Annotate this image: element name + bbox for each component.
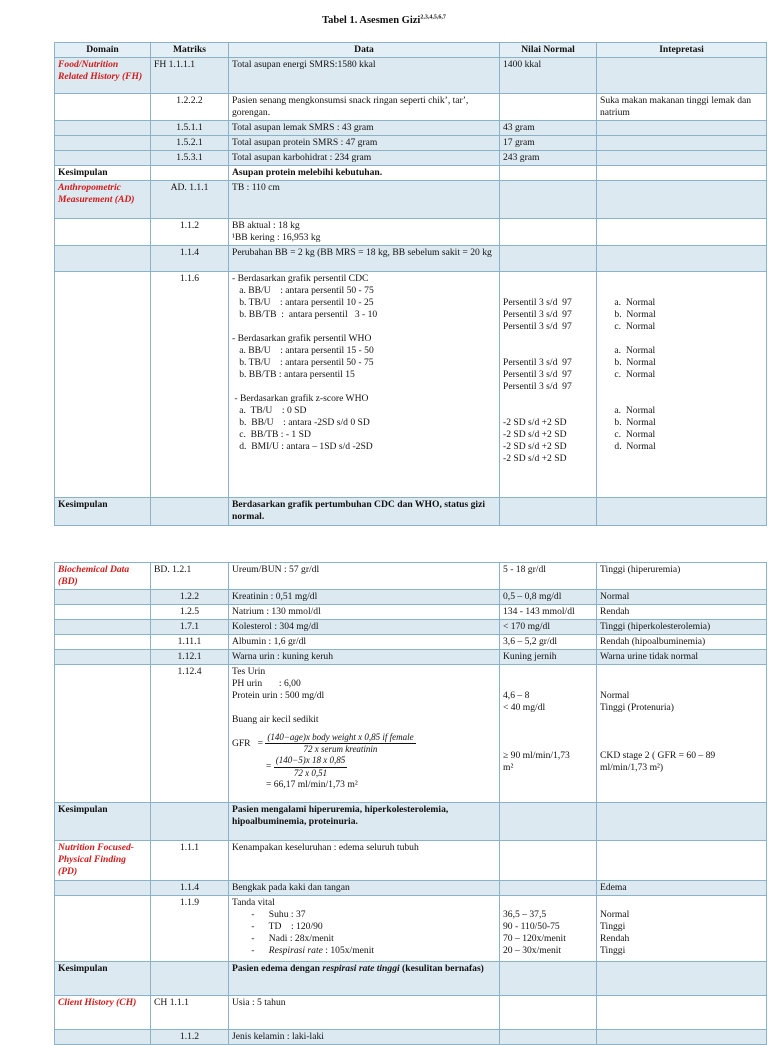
matriks-cell: 1.5.1.1 [151, 120, 229, 135]
table-row [55, 180, 767, 218]
table-row [55, 497, 767, 525]
data-line: b. BB/TB : antara persentil 3 - 10 [232, 308, 378, 320]
data-cell: Pasien senang mengkonsumsi snack ringan seperti chikʼ, tarʼ, gorengan. [229, 94, 500, 121]
bullet-dash: - [232, 908, 269, 920]
domain-cell: Kesimpulan [55, 497, 151, 525]
normal-value-cell: 1400 kkal [500, 58, 597, 94]
gfr-result: = 66,17 ml/min/1,73 m² [266, 778, 358, 790]
matriks-cell: 1.2.2.2 [151, 94, 229, 121]
data-cell [229, 895, 500, 961]
normal-value-cell: 0,5 – 0,8 mg/dl [500, 589, 597, 604]
interpretation-cell: Normal [597, 589, 767, 604]
interpretation-cell [597, 218, 767, 245]
bullet-dash: - [232, 932, 269, 944]
interpretation-line: Tinggi [600, 944, 626, 956]
urin-test-line: PH urin : 6,00 [232, 677, 301, 689]
vital-sign-item [232, 933, 496, 945]
domain-cell [55, 880, 151, 895]
gfr-fraction-values [274, 755, 348, 779]
domain-cell [55, 664, 151, 802]
data-line: BB aktual : 18 kg [232, 219, 300, 231]
normal-line [503, 897, 593, 909]
domain-cell: Kesimpulan [55, 165, 151, 180]
interpretation-line [600, 285, 763, 297]
matriks-cell: AD. 1.1.1 [151, 180, 229, 218]
assessment-table-part2 [54, 562, 767, 1045]
vital-signs-heading: Tanda vital [232, 896, 275, 908]
table-row [55, 165, 767, 180]
normal-line: 4,6 – 8 [503, 689, 530, 701]
interpretation-cell: Edema [597, 880, 767, 895]
normal-line: < 40 mg/dl [503, 701, 546, 713]
table-row [55, 619, 767, 634]
column-header-matriks: Matriks [151, 43, 229, 58]
matriks-cell: 1.1.4 [151, 245, 229, 271]
table-row [55, 218, 767, 245]
data-line: - Berdasarkan grafik persentil WHO [232, 332, 372, 344]
urin-test-line [232, 702, 496, 714]
data-line: c. BB/TB : - 1 SD [232, 428, 311, 440]
interpretation-line: b. Normal [600, 308, 656, 320]
table-title-text: Tabel 1. Asesmen Gizi [322, 15, 421, 26]
normal-line: -2 SD s/d +2 SD [503, 416, 567, 428]
data-line: d. BMI/U : antara – 1SD s/d -2SD [232, 440, 373, 452]
gfr-numerator-values: (140−5)x 18 x 0,85 [274, 755, 348, 767]
normal-value-cell [500, 245, 597, 271]
column-header-intepretasi: Intepretasi [597, 43, 767, 58]
conclusion-text-emph: respirasi rate tinggi [322, 962, 400, 974]
interpretation-cell: Suka makan makanan tinggi lemak dan natrium [597, 94, 767, 121]
normal-value-cell [500, 1029, 597, 1044]
normal-value-cell [500, 880, 597, 895]
normal-value-cell [500, 995, 597, 1029]
matriks-cell: 1.1.4 [151, 880, 229, 895]
table-row [55, 94, 767, 121]
vital-sign-item [232, 909, 496, 921]
matriks-cell: 1.1.9 [151, 895, 229, 961]
data-line: a. TB/U : 0 SD [232, 404, 307, 416]
normal-value-cell [500, 180, 597, 218]
interpretation-line [600, 666, 763, 678]
matriks-cell: FH 1.1.1.1 [151, 58, 229, 94]
data-cell [229, 271, 500, 497]
matriks-cell [151, 961, 229, 995]
normal-line [503, 273, 593, 285]
data-cell: Pasien mengalami hiperuremia, hiperkolesterolemia, hipoalbuminemia, proteinuria. [229, 802, 500, 840]
matriks-cell: 1.5.2.1 [151, 135, 229, 150]
matriks-cell: 1.5.3.1 [151, 150, 229, 165]
table-row [55, 664, 767, 802]
normal-line: ≥ 90 ml/min/1,73 [503, 749, 570, 761]
normal-line [503, 738, 593, 750]
normal-value-cell: < 170 mg/dl [500, 619, 597, 634]
interpretation-line: a. Normal [600, 344, 656, 356]
normal-value-cell: 5 - 18 gr/dl [500, 563, 597, 590]
domain-cell [55, 1029, 151, 1044]
table-row [55, 840, 767, 880]
interpretation-cell [597, 180, 767, 218]
data-line: b. BB/TB : antara persentil 15 [232, 368, 355, 380]
matriks-cell: 1.1.2 [151, 1029, 229, 1044]
table-row [55, 880, 767, 895]
interpretation-line [600, 738, 763, 750]
data-cell: Ureum/BUN : 57 gr/dl [229, 563, 500, 590]
data-line: b. TB/U : antara persentil 10 - 25 [232, 296, 374, 308]
table-title [0, 14, 768, 27]
table-row [55, 649, 767, 664]
normal-line: 70 – 120x/menit [503, 932, 566, 944]
urin-test-line: Protein urin : 500 mg/dl [232, 689, 325, 701]
interpretation-cell [597, 271, 767, 497]
table-row [55, 120, 767, 135]
assessment-table-part1 [54, 42, 767, 526]
data-cell: Jenis kelamin : laki-laki [229, 1029, 500, 1044]
domain-cell [55, 649, 151, 664]
data-cell: Kreatinin : 0,51 mg/dl [229, 589, 500, 604]
matriks-cell: CH 1.1.1 [151, 995, 229, 1029]
domain-cell: Kesimpulan [55, 802, 151, 840]
respiration-value: : 105x/menit [322, 944, 375, 956]
normal-value-cell [500, 271, 597, 497]
normal-value-cell [500, 840, 597, 880]
data-line: b. TB/U : antara persentil 50 - 75 [232, 356, 374, 368]
domain-cell: Client History (CH) [55, 995, 151, 1029]
interpretation-cell: Rendah [597, 604, 767, 619]
normal-line: Persentil 3 s/d 97 [503, 308, 572, 320]
domain-cell [55, 634, 151, 649]
vital-sign-item [232, 921, 496, 933]
table-title-sup: 2,3,4,5,6,7 [420, 14, 446, 21]
normal-line: Persentil 3 s/d 97 [503, 380, 572, 392]
interpretation-cell [597, 245, 767, 271]
data-line [232, 381, 496, 393]
interpretation-line: Normal [600, 689, 630, 701]
data-cell: Albumin : 1,6 gr/dl [229, 634, 500, 649]
data-cell: Warna urin : kuning keruh [229, 649, 500, 664]
interpretation-cell [597, 135, 767, 150]
normal-line: Persentil 3 s/d 97 [503, 368, 572, 380]
table-row [55, 271, 767, 497]
interpretation-line [600, 897, 763, 909]
urin-test-line: Buang air kecil sedikit [232, 713, 319, 725]
interpretation-line: c. Normal [600, 320, 656, 332]
interpretation-cell [597, 497, 767, 525]
gfr-denominator: 72 x serum kreatinin [303, 744, 378, 755]
bullet-dash: - [232, 944, 269, 956]
gfr-formula [232, 732, 496, 756]
matriks-cell: 1.1.6 [151, 271, 229, 497]
interpretation-line [600, 273, 763, 285]
interpretation-line [600, 678, 763, 690]
interpretation-line: Tinggi (Protenuria) [600, 701, 674, 713]
matriks-cell: 1.1.2 [151, 218, 229, 245]
data-cell: Berdasarkan grafik pertumbuhan CDC dan WHO, status gizi normal. [229, 497, 500, 525]
normal-value-cell [500, 802, 597, 840]
table-row [55, 961, 767, 995]
table-row [55, 589, 767, 604]
interpretation-line [600, 714, 763, 726]
domain-cell [55, 619, 151, 634]
data-line: - Berdasarkan grafik persentil CDC [232, 272, 369, 284]
matriks-cell: BD. 1.2.1 [151, 563, 229, 590]
matriks-cell [151, 497, 229, 525]
matriks-cell: 1.12.4 [151, 664, 229, 802]
domain-cell [55, 245, 151, 271]
normal-line: 90 - 110/50-75 [503, 920, 560, 932]
vital-sign-item [232, 945, 496, 957]
gfr-numerator: (140−age)x body weight x 0,85 if female [265, 732, 415, 744]
normal-line [503, 678, 593, 690]
interpretation-cell: Tinggi (hiperuremia) [597, 563, 767, 590]
interpretation-cell: Tinggi (hiperkolesterolemia) [597, 619, 767, 634]
respiration-label: Respirasi rate [268, 944, 323, 956]
interpretation-cell: Rendah (hipoalbuminemia) [597, 634, 767, 649]
domain-cell: Anthropometric Measurement (AD) [55, 180, 151, 218]
interpretation-line [600, 381, 763, 393]
data-cell [229, 664, 500, 802]
domain-cell [55, 604, 151, 619]
gfr-fraction-formula [265, 732, 415, 756]
normal-line [503, 393, 593, 405]
domain-cell [55, 135, 151, 150]
interpretation-cell [597, 150, 767, 165]
data-cell [229, 218, 500, 245]
matriks-cell [151, 802, 229, 840]
normal-value-cell [500, 664, 597, 802]
vital-sign-text: Nadi : 28x/menit [268, 932, 334, 944]
normal-line: 20 – 30x/menit [503, 944, 562, 956]
matriks-cell: 1.2.5 [151, 604, 229, 619]
normal-line: 36,5 – 37,5 [503, 908, 547, 920]
domain-cell: Nutrition Focused-Physical Finding (PD) [55, 840, 151, 880]
interpretation-cell [597, 995, 767, 1029]
domain-cell: Food/Nutrition Related History (FH) [55, 58, 151, 94]
data-cell: Usia : 5 tahun [229, 995, 500, 1029]
table-row [55, 604, 767, 619]
table-row [55, 150, 767, 165]
column-header-domain: Domain [55, 43, 151, 58]
normal-line [503, 345, 593, 357]
normal-value-cell: 3,6 – 5,2 gr/dl [500, 634, 597, 649]
normal-line: Persentil 3 s/d 97 [503, 320, 572, 332]
interpretation-line: Rendah [600, 932, 630, 944]
interpretation-line: a. Normal [600, 404, 656, 416]
interpretation-line [600, 726, 763, 738]
column-header-data: Data [229, 43, 500, 58]
gfr-equals: = [250, 738, 266, 749]
interpretation-line [600, 333, 763, 345]
data-cell: Total asupan protein SMRS : 47 gram [229, 135, 500, 150]
domain-cell [55, 895, 151, 961]
interpretation-cell [597, 961, 767, 995]
bullet-dash: - [232, 920, 269, 932]
matriks-cell [151, 165, 229, 180]
data-cell [229, 961, 500, 995]
data-cell: Perubahan BB = 2 kg (BB MRS = 18 kg, BB sebelum sakit = 20 kg [229, 245, 500, 271]
table-row [55, 895, 767, 961]
data-line: ¹BB kering : 16,953 kg [232, 231, 321, 243]
normal-value-cell [500, 961, 597, 995]
matriks-cell: 1.7.1 [151, 619, 229, 634]
normal-line [503, 726, 593, 738]
data-cell: Kenampakan keseluruhan : edema seluruh tubuh [229, 840, 500, 880]
data-line: - Berdasarkan grafik z-score WHO [232, 392, 369, 404]
table-row [55, 135, 767, 150]
interpretation-line: c. Normal [600, 368, 656, 380]
interpretation-line: d. Normal [600, 440, 656, 452]
normal-line [503, 714, 593, 726]
data-cell: Kolesterol : 304 mg/dl [229, 619, 500, 634]
normal-line [503, 666, 593, 678]
domain-cell: Kesimpulan [55, 961, 151, 995]
normal-value-cell [500, 94, 597, 121]
interpretation-line: a. Normal [600, 296, 656, 308]
table-row [55, 802, 767, 840]
interpretation-cell [597, 120, 767, 135]
normal-value-cell [500, 895, 597, 961]
gfr-substitution [232, 755, 496, 779]
normal-value-cell: Kuning jernih [500, 649, 597, 664]
matriks-cell: 1.11.1 [151, 634, 229, 649]
header-row [55, 43, 767, 58]
data-line: a. BB/U : antara persentil 50 - 75 [232, 284, 374, 296]
domain-cell [55, 94, 151, 121]
normal-value-cell: 243 gram [500, 150, 597, 165]
domain-cell [55, 120, 151, 135]
interpretation-line: Normal [600, 908, 630, 920]
interpretation-cell [597, 895, 767, 961]
normal-line: -2 SD s/d +2 SD [503, 452, 567, 464]
interpretation-cell [597, 58, 767, 94]
interpretation-cell [597, 802, 767, 840]
vital-sign-text: Suhu : 37 [268, 908, 306, 920]
gfr-denominator-values: 72 x 0,51 [293, 767, 328, 778]
data-cell: Natrium : 130 mmol/dl [229, 604, 500, 619]
interpretation-line: c. Normal [600, 428, 656, 440]
normal-value-cell: 43 gram [500, 120, 597, 135]
interpretation-cell: Warna urine tidak normal [597, 649, 767, 664]
conclusion-text-pre: Pasien edema dengan [232, 962, 323, 974]
interpretation-line: ml/min/1,73 m²) [600, 761, 664, 773]
table-row [55, 1029, 767, 1044]
interpretation-line [600, 393, 763, 405]
table-row [55, 58, 767, 94]
vital-sign-text: TD : 120/90 [268, 920, 323, 932]
normal-value-cell: 17 gram [500, 135, 597, 150]
urin-test-line: Tes Urin [232, 665, 266, 677]
interpretation-line: b. Normal [600, 416, 656, 428]
normal-line: m² [503, 761, 514, 773]
normal-value-cell [500, 497, 597, 525]
normal-line [503, 333, 593, 345]
normal-line: Persentil 3 s/d 97 [503, 356, 572, 368]
table-row [55, 634, 767, 649]
data-cell: Total asupan lemak SMRS : 43 gram [229, 120, 500, 135]
domain-cell: Biochemical Data (BD) [55, 563, 151, 590]
table-row [55, 995, 767, 1029]
interpretation-cell [597, 1029, 767, 1044]
data-cell: Total asupan energi SMRS:1580 kkal [229, 58, 500, 94]
data-line [232, 321, 496, 333]
domain-cell [55, 150, 151, 165]
table-row [55, 245, 767, 271]
conclusion-text-post: (kesulitan bernafas) [399, 962, 484, 974]
data-cell: Bengkak pada kaki dan tangan [229, 880, 500, 895]
interpretation-cell [597, 165, 767, 180]
data-cell: Asupan protein melebihi kebutuhan. [229, 165, 500, 180]
interpretation-line: Tinggi [600, 920, 626, 932]
normal-line [503, 405, 593, 417]
interpretation-line: CKD stage 2 ( GFR = 60 – 89 [600, 749, 716, 761]
data-cell: TB : 110 cm [229, 180, 500, 218]
interpretation-cell [597, 664, 767, 802]
gfr-equals-2: = [266, 762, 274, 773]
domain-cell [55, 271, 151, 497]
table-row [55, 563, 767, 590]
matriks-cell: 1.2.2 [151, 589, 229, 604]
domain-cell [55, 218, 151, 245]
data-line: a. BB/U : antara persentil 15 - 50 [232, 344, 374, 356]
normal-value-cell [500, 218, 597, 245]
normal-line: -2 SD s/d +2 SD [503, 428, 567, 440]
data-cell: Total asupan karbohidrat : 234 gram [229, 150, 500, 165]
data-line: b. BB/U : antara -2SD s/d 0 SD [232, 416, 370, 428]
matriks-cell: 1.12.1 [151, 649, 229, 664]
normal-value-cell [500, 165, 597, 180]
interpretation-line: b. Normal [600, 356, 656, 368]
interpretation-cell [597, 840, 767, 880]
column-header-nilai-normal: Nilai Normal [500, 43, 597, 58]
normal-line: Persentil 3 s/d 97 [503, 296, 572, 308]
domain-cell [55, 589, 151, 604]
matriks-cell: 1.1.1 [151, 840, 229, 880]
normal-value-cell: 134 - 143 mmol/dl [500, 604, 597, 619]
normal-line [503, 285, 593, 297]
normal-line: -2 SD s/d +2 SD [503, 440, 567, 452]
gfr-label: GFR [232, 738, 251, 749]
